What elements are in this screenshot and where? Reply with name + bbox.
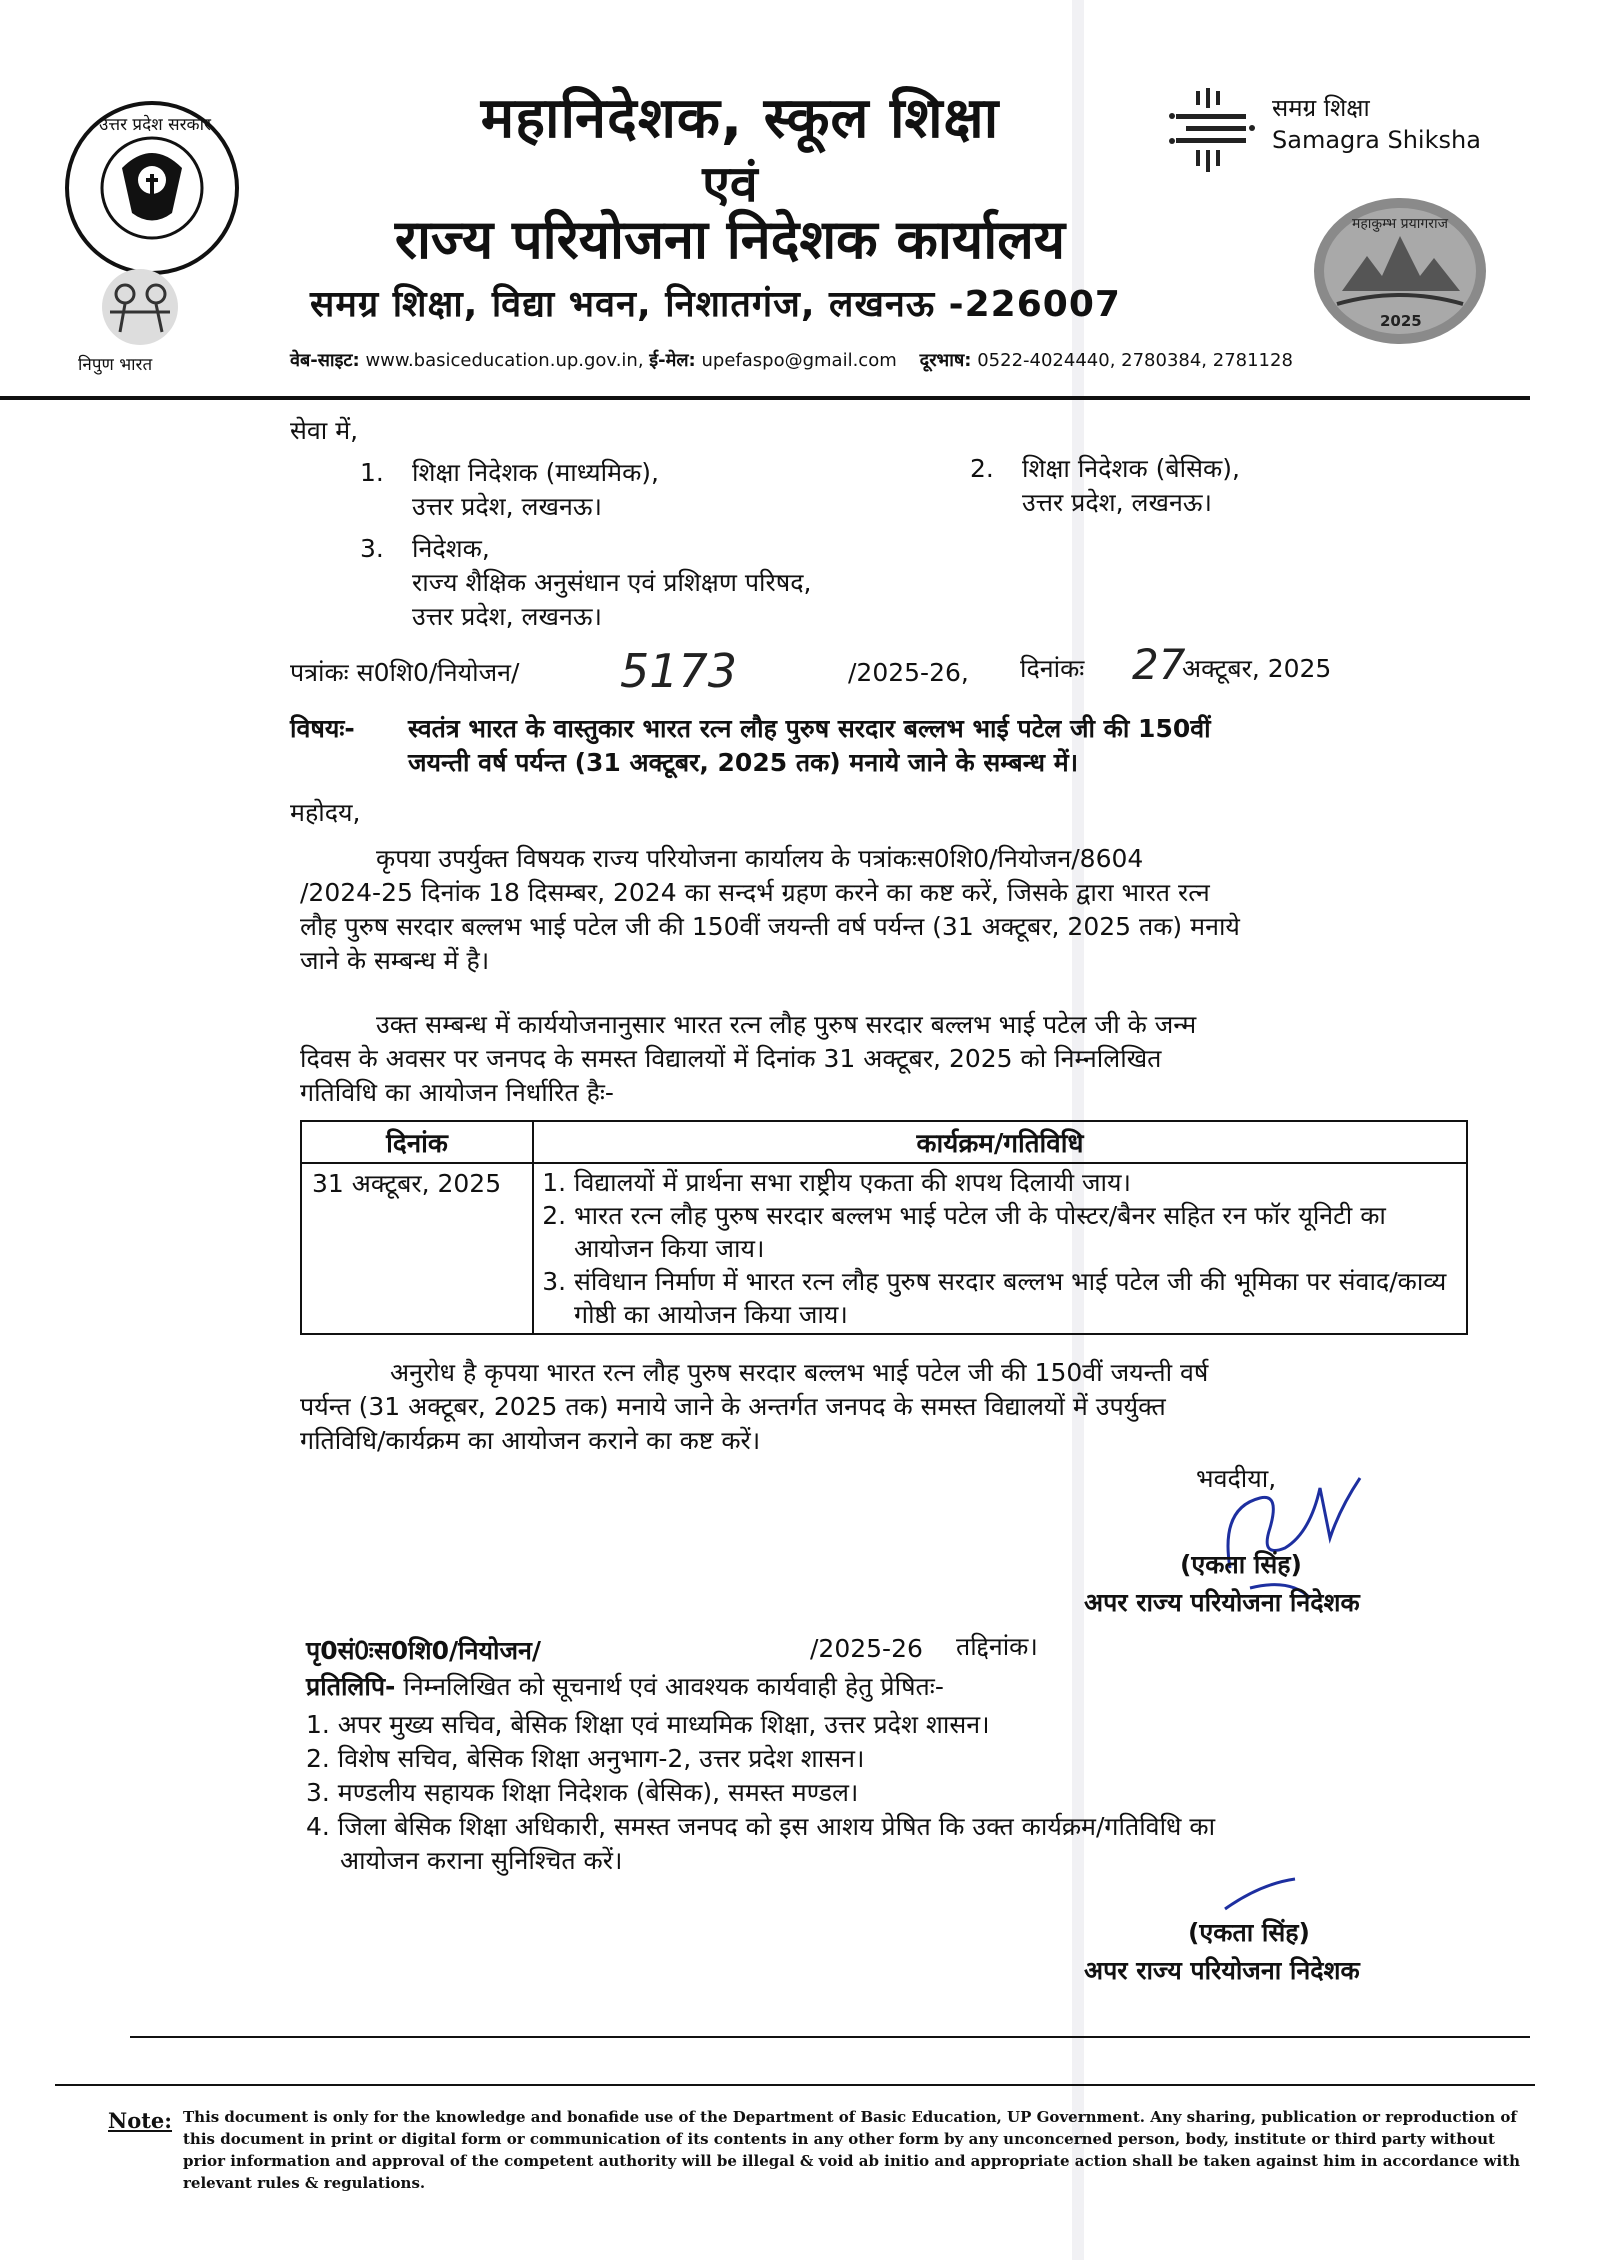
para2-line1: उक्त सम्बन्ध में कार्ययोजनानुसार भारत रत्न लौह पुरुष सरदार बल्लभ भाई पटेल जी के जन्म bbox=[376, 1010, 1197, 1039]
recipient-1-num: 1. bbox=[360, 458, 384, 487]
emblem-text: उत्तर प्रदेश सरकार bbox=[99, 115, 211, 135]
contact-line bbox=[290, 348, 1293, 372]
copy-to-label: प्रतिलिपि- bbox=[306, 1672, 396, 1701]
website-label: वेब-साइट: bbox=[290, 350, 360, 371]
samagra-hindi: समग्र शिक्षा bbox=[1272, 94, 1370, 122]
para1-line3: लौह पुरुष सरदार बल्लभ भाई पटेल जी की 150वीं जयन्ती वर्ष पर्यन्त (31 अक्टूबर, 2025 तक) मनाये bbox=[300, 912, 1240, 941]
office-address: समग्र शिक्षा, विद्या भवन, निशातगंज, लखनऊ -226007 bbox=[310, 284, 1121, 325]
recipient-3-num: 3. bbox=[360, 534, 384, 563]
phone-label: दूरभाष: bbox=[919, 350, 972, 371]
recipient-3-line3: उत्तर प्रदेश, लखनऊ। bbox=[412, 602, 602, 631]
recipient-2 bbox=[1022, 452, 1240, 520]
signatory-2-name: (एकता सिंह) bbox=[1188, 1918, 1310, 1947]
copy-ref-date: तद्दिनांक। bbox=[956, 1632, 1038, 1661]
header-divider bbox=[0, 396, 1530, 400]
signatory-1-designation: अपर राज्य परियोजना निदेशक bbox=[1084, 1588, 1360, 1617]
seal-year: 2025 bbox=[1380, 312, 1422, 330]
recipients-intro: सेवा में, bbox=[290, 416, 359, 445]
salutation: महोदय, bbox=[290, 798, 361, 827]
table-header-activity: कार्यक्रम/गतिविधि bbox=[533, 1121, 1467, 1163]
letter-number-handwritten: 5173 bbox=[620, 644, 738, 698]
table-cell-date: 31 अक्टूबर, 2025 bbox=[301, 1163, 533, 1334]
paragraph-3 bbox=[300, 1356, 1460, 1458]
para3-line2: पर्यन्त (31 अक्टूबर, 2025 तक) मनाये जाने के अन्तर्गत जनपद के समस्त विद्यालयों में उपर्युक्त bbox=[300, 1392, 1166, 1421]
recipient-3 bbox=[412, 532, 811, 634]
signature-2-initial bbox=[1220, 1874, 1300, 1914]
copy-ref-year: /2025-26 bbox=[810, 1634, 923, 1663]
para1-line1: कृपया उपर्युक्त विषयक राज्य परियोजना कार्यालय के पत्रांकःस0शि0/नियोजन/8604 bbox=[376, 844, 1144, 873]
seal-text: महाकुम्भ प्रयागराज bbox=[1351, 216, 1448, 232]
recipient-1 bbox=[412, 456, 659, 524]
copy-to-item-3: 3. मण्डलीय सहायक शिक्षा निदेशक (बेसिक), समस्त मण्डल। bbox=[306, 1778, 859, 1807]
table-cell-activities bbox=[533, 1163, 1467, 1334]
activity-item-1: 1. विद्यालयों में प्रार्थना सभा राष्ट्रीय एकता की शपथ दिलायी जाय। bbox=[574, 1166, 1456, 1199]
date-handwritten: 27 bbox=[1132, 640, 1186, 689]
para3-line1: अनुरोध है कृपया भारत रत्न लौह पुरुष सरदार बल्लभ भाई पटेल जी की 150वीं जयन्ती वर्ष bbox=[390, 1358, 1209, 1387]
footer-divider bbox=[55, 2084, 1535, 2086]
website-link[interactable]: www.basiceducation.up.gov.in, bbox=[365, 350, 644, 371]
note-label: Note: bbox=[108, 2108, 173, 2133]
closing-text: भवदीया, bbox=[1196, 1464, 1277, 1493]
letter-year: /2025-26, bbox=[848, 658, 969, 687]
nipun-bharat-label: निपुण भारत bbox=[78, 355, 153, 375]
footer-divider-top bbox=[130, 2036, 1530, 2038]
subject-text bbox=[408, 712, 1211, 780]
activity-table bbox=[300, 1120, 1468, 1335]
copy-ref-label: पृ0सं0ःस0शि0/नियोजन/ bbox=[306, 1636, 542, 1665]
table-header-date: दिनांक bbox=[301, 1121, 533, 1163]
signatory-2-designation: अपर राज्य परियोजना निदेशक bbox=[1084, 1956, 1360, 1985]
para1-line2: /2024-25 दिनांक 18 दिसम्बर, 2024 का सन्दर्भ ग्रहण करने का कष्ट करें, जिसके द्वारा भारत रत्न bbox=[300, 878, 1210, 907]
activity-item-2: 2. भारत रत्न लौह पुरुष सरदार बल्लभ भाई पटेल जी के पोस्टर/बैनर सहित रन फॉर यूनिटी का आयोजन किया जाय। bbox=[574, 1199, 1456, 1265]
office-title-line2: एवं bbox=[702, 155, 758, 213]
date-label: दिनांकः bbox=[1020, 654, 1085, 683]
phone-numbers: 0522-4024440, 2780384, 2781128 bbox=[977, 350, 1293, 371]
email-label: ई-मेल: bbox=[649, 350, 696, 371]
samagra-shiksha-label bbox=[1272, 92, 1481, 156]
recipient-3-line1: निदेशक, bbox=[412, 534, 490, 563]
activity-item-3: 3. संविधान निर्माण में भारत रत्न लौह पुरुष सरदार बल्लभ भाई पटेल जी की भूमिका पर संवाद/काव्य गोष्ठी का आयोजन किया जाय। bbox=[574, 1265, 1456, 1331]
recipient-1-line2: उत्तर प्रदेश, लखनऊ। bbox=[412, 492, 602, 521]
nipun-bharat-logo bbox=[70, 262, 210, 352]
copy-to-item-4-line2: आयोजन कराना सुनिश्चित करें। bbox=[340, 1846, 623, 1875]
copy-to-item-4-line1: 4. जिला बेसिक शिक्षा अधिकारी, समस्त जनपद को इस आशय प्रेषित कि उक्त कार्यक्रम/गतिविधि का bbox=[306, 1812, 1216, 1841]
subject-line2: जयन्ती वर्ष पर्यन्त (31 अक्टूबर, 2025 तक) मनाये जाने के सम्बन्ध में। bbox=[408, 748, 1079, 777]
para2-line3: गतिविधि का आयोजन निर्धारित हैः- bbox=[300, 1078, 614, 1107]
recipient-2-num: 2. bbox=[970, 454, 994, 483]
office-title-line3: राज्य परियोजना निदेशक कार्यालय bbox=[394, 208, 1066, 271]
recipient-1-line1: शिक्षा निदेशक (माध्यमिक), bbox=[412, 458, 659, 487]
para3-line3: गतिविधि/कार्यक्रम का आयोजन कराने का कष्ट करें। bbox=[300, 1426, 761, 1455]
email-link[interactable]: upefaspo@gmail.com bbox=[701, 350, 897, 371]
copy-to-item-1: 1. अपर मुख्य सचिव, बेसिक शिक्षा एवं माध्यमिक शिक्षा, उत्तर प्रदेश शासन। bbox=[306, 1710, 990, 1739]
recipient-2-line2: उत्तर प्रदेश, लखनऊ। bbox=[1022, 488, 1212, 517]
para1-line4: जाने के सम्बन्ध में है। bbox=[300, 946, 490, 975]
recipient-3-line2: राज्य शैक्षिक अनुसंधान एवं प्रशिक्षण परिषद, bbox=[412, 568, 812, 597]
signatory-1-name: (एकता सिंह) bbox=[1180, 1550, 1302, 1579]
subject-label: विषयः- bbox=[290, 714, 355, 743]
copy-to-intro: निम्नलिखित को सूचनार्थ एवं आवश्यक कार्यवाही हेतु प्रेषितः- bbox=[403, 1672, 944, 1701]
office-title-line1: महानिदेशक, स्कूल शिक्षा bbox=[480, 86, 1000, 151]
samagra-english: Samagra Shiksha bbox=[1272, 126, 1481, 154]
copy-to-item-2: 2. विशेष सचिव, बेसिक शिक्षा अनुभाग-2, उत्तर प्रदेश शासन। bbox=[306, 1744, 865, 1773]
samagra-shiksha-logo bbox=[1166, 86, 1266, 176]
table-header-row bbox=[301, 1121, 1467, 1163]
paragraph-2 bbox=[300, 1008, 1460, 1110]
table-row bbox=[301, 1163, 1467, 1334]
recipient-2-line1: शिक्षा निदेशक (बेसिक), bbox=[1022, 454, 1240, 483]
signature-1 bbox=[1190, 1448, 1390, 1608]
note-text: This document is only for the knowledge and bonafide use of the Department of Basic Education, UP Government. Any sharing, publication or reproduction of this document in print or digital form or communication of its contents in any other form by any unconcerned person, body, institute or third party without prior information and approval of the competent authority will be illegal & void ab initio and appropriate action shall be taken against him in accordance with relevant rules & regulations. bbox=[183, 2108, 1521, 2192]
letter-number-label: पत्रांकः स0शि0/नियोजन/ bbox=[290, 658, 520, 687]
subject-line1: स्वतंत्र भारत के वास्तुकार भारत रत्न लौह पुरुष सरदार बल्लभ भाई पटेल जी की 150वीं bbox=[408, 714, 1211, 743]
paragraph-1 bbox=[300, 842, 1460, 978]
date-month-year: अक्टूबर, 2025 bbox=[1182, 654, 1332, 683]
copy-to-section bbox=[306, 1670, 1476, 1878]
para2-line2: दिवस के अवसर पर जनपद के समस्त विद्यालयों में दिनांक 31 अक्टूबर, 2025 को निम्नलिखित bbox=[300, 1044, 1162, 1073]
